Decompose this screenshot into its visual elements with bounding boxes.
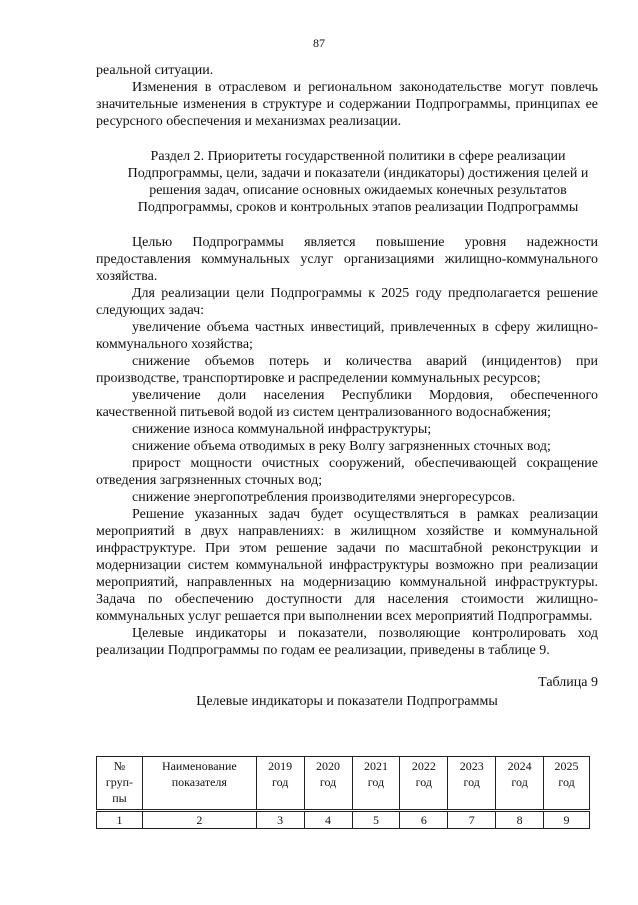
column-number: 4 (304, 811, 352, 829)
paragraph-legislation: Изменения в отраслевом и региональном законодательстве могут повлечь значительные изменения в структуре и содержании Подпрограммы, принципах ее ресурсного обеспечения и механизмах реализации. (96, 80, 598, 129)
task-item: увеличение доли населения Республики Мордовия, обеспеченного качественной питьевой водой из систем централизованного водоснабжения; (96, 388, 598, 420)
task-item: снижение объемов потерь и количества аварий (инцидентов) при производстве, транспортировке и распределении коммунальных ресурсов; (96, 354, 598, 386)
header-year: 2019 год (256, 757, 304, 811)
column-number: 1 (97, 811, 143, 829)
column-number: 8 (496, 811, 544, 829)
column-number: 3 (256, 811, 304, 829)
paragraph-continuation: реальной ситуации. (96, 63, 214, 78)
header-year: 2021 год (352, 757, 400, 811)
column-number: 9 (544, 811, 590, 829)
task-item: снижение износа коммунальной инфраструктуры; (132, 422, 432, 437)
column-number: 5 (352, 811, 400, 829)
header-group-number: № груп-пы (97, 757, 143, 811)
header-year: 2020 год (304, 757, 352, 811)
column-number: 7 (448, 811, 496, 829)
indicators-table (96, 756, 590, 829)
header-year: 2024 год (496, 757, 544, 811)
header-indicator-name: Наименование показателя (142, 757, 256, 811)
column-number: 6 (400, 811, 448, 829)
column-number: 2 (142, 811, 256, 829)
header-year: 2023 год (448, 757, 496, 811)
paragraph-tasks-intro: Для реализации цели Подпрограммы к 2025 году предполагается решение следующих задач: (96, 286, 598, 318)
paragraph-goal: Целью Подпрограммы является повышение уровня надежности предоставления коммунальных услуг организациями жилищно-коммунального хозяйства. (96, 235, 598, 284)
paragraph-implementation: Решение указанных задач будет осуществляться в рамках реализации мероприятий в двух направлениях: в жилищном хозяйстве и коммунальной инфраструктуре. При этом решение задачи по масштабной реконструкции и модернизации систем коммунальной инфраструктуры возможно при реализации мероприятий, направленных на модернизацию коммунальной инфраструктуры. Задача по обеспечению доступности для населения стоимости жилищно-коммунальных услуг решается при выполнении всех мероприятий Подпрограммы. (96, 507, 598, 624)
task-item: снижение энергопотребления производителями энергоресурсов. (132, 490, 516, 505)
paragraph-indicators: Целевые индикаторы и показатели, позволяющие контролировать ход реализации Подпрограммы по годам ее реализации, приведены в таблице 9. (96, 626, 598, 658)
task-item: снижение объема отводимых в реку Волгу загрязненных сточных вод; (132, 439, 551, 454)
table-header-row (97, 757, 590, 811)
page-number: 87 (313, 36, 325, 50)
document-body (96, 62, 598, 710)
header-year: 2025 год (544, 757, 590, 811)
section-title: Раздел 2. Приоритеты государственной политики в сфере реализации Подпрограммы, цели, задачи и показатели (индикаторы) достижения целей и решения задач, описание основных ожидаемых конечных результатов Подпрограммы, сроков и контрольных этапов реализации Подпрограммы (127, 149, 589, 215)
table-caption: Таблица 9 (538, 675, 598, 690)
table-column-numbers-row (97, 811, 590, 829)
task-item: увеличение объема частных инвестиций, привлеченных в сферу жилищно-коммунального хозяйства; (96, 320, 598, 352)
header-year: 2022 год (400, 757, 448, 811)
table-title: Целевые индикаторы и показатели Подпрограммы (196, 694, 498, 709)
task-item: прирост мощности очистных сооружений, обеспечивающей сокращение отведения загрязненных сточных вод; (96, 456, 598, 488)
